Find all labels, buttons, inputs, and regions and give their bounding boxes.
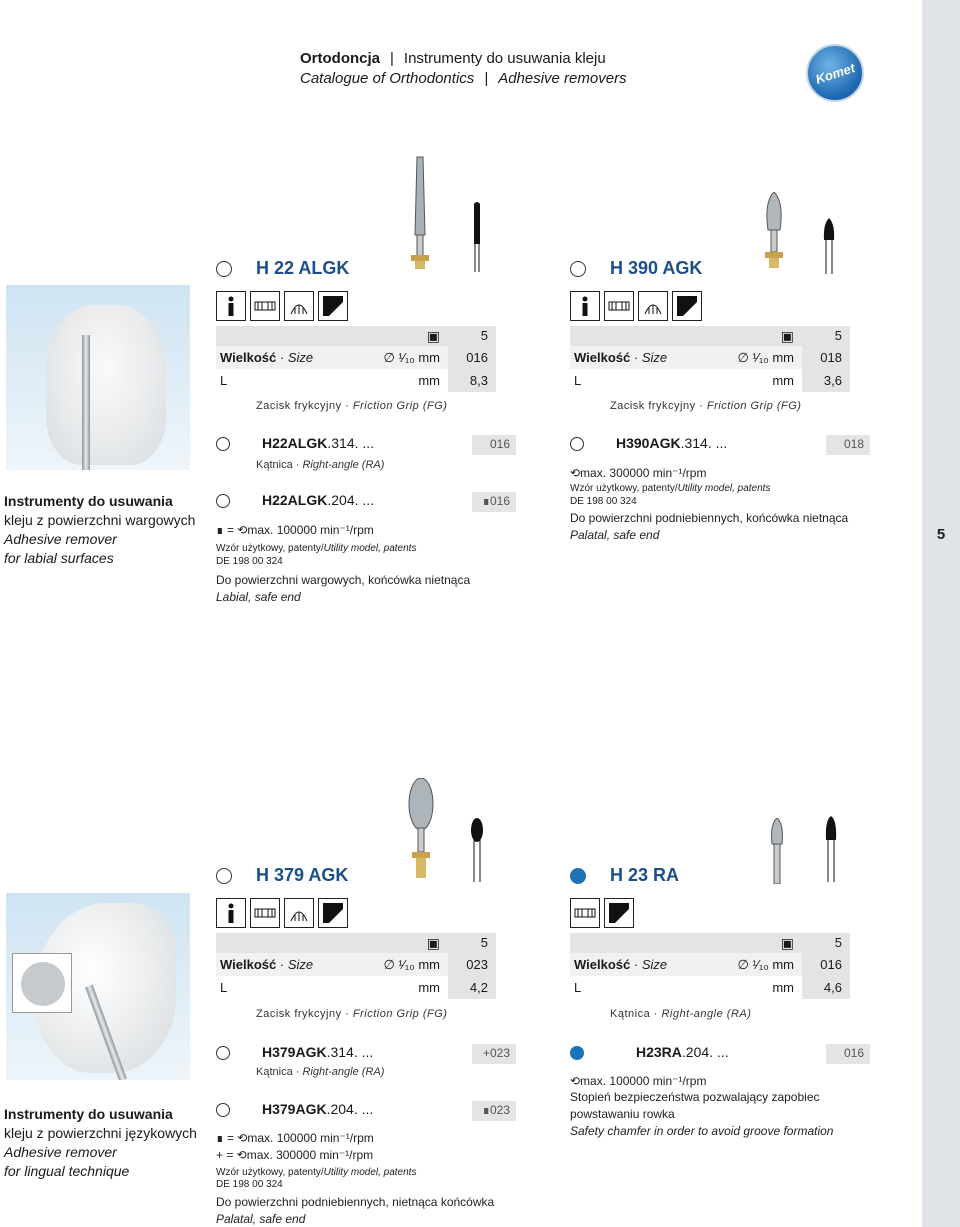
order-code-suffix: .314. ... (327, 435, 375, 451)
rpm-unit: min⁻¹/rpm (320, 523, 374, 537)
order-size: 016 (472, 435, 516, 455)
product-name: H 379 AGK (256, 865, 349, 885)
utility-en: Utility model, patents (677, 483, 771, 494)
description-en: Palatal, safe end (216, 1212, 306, 1226)
length-unit: mm (418, 980, 440, 995)
pack-icon: ▣ (426, 328, 440, 344)
order-code-main: H379AGK (262, 1044, 327, 1060)
shank-type (256, 1008, 447, 1020)
header-subtitle-pl: Instrumenty do usuwania kleju (403, 50, 606, 67)
section-label-labial (4, 492, 195, 568)
order-ref (216, 492, 516, 514)
size-label-pl: Wielkość (220, 957, 277, 972)
size-label-en: Size (641, 957, 668, 972)
order-code-main: H390AGK (616, 435, 681, 451)
section-label-line: kleju z powierzchni wargowych (4, 512, 196, 528)
order-code-suffix: .314. ... (680, 435, 728, 451)
rpm-unit: min⁻¹/rpm (319, 1148, 374, 1162)
order-size: 016 (826, 1044, 870, 1064)
length-row (570, 369, 850, 392)
order-code-suffix: .204. ... (326, 1101, 374, 1117)
utility-pl: Wzór użytkowy, patenty/ (570, 483, 678, 494)
order-ref (216, 435, 516, 457)
rpm-note (570, 1073, 706, 1089)
shank-type (610, 400, 801, 412)
ra-label (256, 459, 384, 471)
utility-en: Utility model, patents (323, 543, 417, 554)
description-pl: Stopień bezpieczeństwa pozwalający zapobiec (570, 1090, 820, 1104)
spec-table (570, 326, 850, 392)
inset-bur-head (21, 962, 65, 1006)
length-value: 4,2 (448, 976, 496, 999)
info-icon (216, 291, 246, 321)
description-pl: Do powierzchni podniebiennych, końcówka nietnąca (570, 511, 849, 525)
size-label-en: Size (641, 350, 668, 365)
bracket-icon (604, 291, 634, 321)
ra-label-en: Right-angle (RA) (302, 459, 385, 471)
order-code (262, 1101, 373, 1117)
icon-row (570, 898, 634, 928)
rpm-note (216, 1130, 374, 1146)
rpm-value: ∎ = ⟲max. 100000 (216, 523, 317, 537)
description-en: Palatal, safe end (570, 528, 660, 542)
section-label-line: Instrumenty do usuwania (4, 493, 173, 509)
length-row (570, 976, 850, 999)
size-label-en: Size (287, 350, 314, 365)
description-en: Safety chamfer in order to avoid groove formation (570, 1124, 834, 1138)
brush-icon (638, 291, 668, 321)
pack-icon: ▣ (426, 935, 440, 951)
rpm-note (216, 522, 374, 538)
icon-row (216, 898, 348, 928)
order-size: ∎023 (472, 1101, 516, 1121)
bracket-icon (250, 291, 280, 321)
utility-pl: Wzór użytkowy, patenty/ (216, 1167, 324, 1178)
rpm-value: ⟲max. 100000 (570, 1074, 650, 1088)
bur-silhouette (470, 200, 484, 270)
size-unit: ∅ ¹⁄₁₀ mm (383, 957, 440, 972)
patent-number: DE 198 00 324 (216, 1179, 283, 1190)
section-label-line: kleju z powierzchni językowych (4, 1125, 197, 1141)
size-label-pl: Wielkość (220, 350, 277, 365)
spec-table (216, 326, 496, 392)
status-circle (570, 261, 586, 277)
bur-illustration (82, 335, 90, 470)
size-label (220, 350, 313, 365)
rpm-unit: min⁻¹/rpm (652, 466, 707, 480)
length-unit: mm (418, 373, 440, 388)
icon-row (216, 291, 348, 321)
order-code (262, 492, 374, 508)
rpm-note (570, 465, 706, 481)
shank-type-pl: Kątnica · (610, 1008, 662, 1020)
order-size: ∎016 (472, 492, 516, 512)
komet-logo (806, 44, 864, 102)
labial-photo (6, 285, 190, 470)
page-header (300, 50, 820, 87)
shank-type-pl: Zacisk frykcyjny · (256, 400, 353, 412)
length-label: L (220, 373, 228, 388)
order-code (636, 1044, 729, 1060)
header-title-pl: Ortodoncja (300, 50, 381, 67)
pack-band (570, 933, 850, 953)
rpm-note (216, 1147, 373, 1163)
tooth-illustration (46, 305, 166, 465)
rpm-value: ⟲max. 300000 (570, 466, 650, 480)
pack-icon: ▣ (780, 935, 794, 951)
product-description (216, 572, 470, 606)
corner-icon (672, 291, 702, 321)
size-label (574, 350, 667, 365)
rpm-value: + = ⟲max. 300000 (216, 1148, 317, 1162)
corner-icon (604, 898, 634, 928)
length-value: 4,6 (802, 976, 850, 999)
rpm-unit: min⁻¹/rpm (320, 1131, 374, 1145)
shank-type (256, 400, 447, 412)
sidebar-tab (922, 0, 960, 1227)
shank-type-en: Right-angle (RA) (661, 1008, 752, 1020)
size-value: 018 (802, 346, 850, 369)
length-label: L (220, 980, 228, 995)
order-code (616, 435, 727, 451)
description-pl: Do powierzchni wargowych, końcówka nietnąca (216, 573, 471, 587)
status-circle (216, 868, 232, 884)
pack-band (216, 933, 496, 953)
size-value: 016 (448, 346, 496, 369)
order-code-suffix: .204. ... (681, 1044, 729, 1060)
product-description (570, 510, 848, 544)
size-row (216, 346, 496, 369)
product-description (570, 1089, 833, 1140)
bur-silhouette (822, 218, 836, 274)
bur-silhouette (470, 818, 484, 882)
pack-icon: ▣ (780, 328, 794, 344)
product-description (216, 1194, 494, 1227)
length-label: L (574, 980, 582, 995)
length-label: L (574, 373, 582, 388)
bur-image-ra (768, 818, 786, 882)
patent-number: DE 198 00 324 (570, 496, 637, 507)
order-ref (570, 1044, 870, 1066)
bracket-icon (250, 898, 280, 928)
size-label-pl: Wielkość (574, 350, 631, 365)
size-row (216, 953, 496, 976)
status-circle (216, 261, 232, 277)
ra-label-pl: Kątnica · (256, 459, 303, 471)
lingual-photo (6, 893, 190, 1080)
order-size: 018 (826, 435, 870, 455)
size-unit: ∅ ¹⁄₁₀ mm (383, 350, 440, 365)
ra-label (256, 1066, 384, 1078)
pack-band (216, 326, 496, 346)
order-size: +023 (472, 1044, 516, 1064)
size-value: 016 (802, 953, 850, 976)
utility-note (570, 482, 770, 495)
icon-row (570, 291, 702, 321)
separator-dot: · (633, 350, 639, 365)
order-code-suffix: .314. ... (326, 1044, 374, 1060)
order-ref (570, 435, 870, 457)
length-row (216, 369, 496, 392)
shank-type-en: Friction Grip (FG) (352, 400, 448, 412)
shank-type-pl: Zacisk frykcyjny · (610, 400, 707, 412)
size-label-pl: Wielkość (574, 957, 631, 972)
shank-type-en: Friction Grip (FG) (352, 1008, 448, 1020)
corner-icon (318, 898, 348, 928)
length-unit: mm (772, 980, 794, 995)
size-label-en: Size (287, 957, 314, 972)
header-separator: | (390, 50, 394, 67)
section-label-line: for labial surfaces (4, 550, 114, 566)
product-name: H 22 ALGK (256, 258, 350, 278)
header-line-2 (300, 70, 820, 87)
separator-dot: · (279, 350, 285, 365)
section-label-line: Adhesive remover (4, 531, 117, 547)
patent-number: DE 198 00 324 (216, 556, 283, 567)
description-pl: powstawaniu rowka (570, 1107, 675, 1121)
utility-note (216, 542, 416, 555)
size-row (570, 953, 850, 976)
rpm-value: ∎ = ⟲max. 100000 (216, 1131, 317, 1145)
spec-table (570, 933, 850, 999)
order-code-main: H23RA (636, 1044, 682, 1060)
order-code-main: H379AGK (262, 1101, 327, 1117)
section-label-line: Adhesive remover (4, 1144, 117, 1160)
utility-en: Utility model, patents (323, 1167, 417, 1178)
order-code-main: H22ALGK (262, 492, 328, 508)
section-label-line: for lingual technique (4, 1163, 130, 1179)
order-code (262, 435, 374, 451)
size-value: 023 (448, 953, 496, 976)
section-label-lingual (4, 1105, 197, 1181)
pack-quantity: 5 (834, 328, 842, 343)
order-code (262, 1044, 373, 1060)
pack-quantity: 5 (480, 935, 488, 950)
header-title-en: Catalogue of Orthodontics (300, 70, 475, 87)
separator-dot: · (279, 957, 285, 972)
description-en: Labial, safe end (216, 590, 301, 604)
length-value: 3,6 (802, 369, 850, 392)
length-unit: mm (772, 373, 794, 388)
brush-icon (284, 898, 314, 928)
size-unit: ∅ ¹⁄₁₀ mm (737, 350, 794, 365)
pack-quantity: 5 (834, 935, 842, 950)
size-label (574, 957, 667, 972)
length-value: 8,3 (448, 369, 496, 392)
shank-type-pl: Zacisk frykcyjny · (256, 1008, 353, 1020)
header-separator-2: | (484, 70, 489, 87)
length-row (216, 976, 496, 999)
logo-text: Komet (813, 59, 857, 87)
header-subtitle-en: Adhesive removers (498, 70, 627, 87)
status-circle-filled (570, 868, 586, 884)
header-line-1 (300, 50, 820, 67)
shank-type-en: Friction Grip (FG) (706, 400, 802, 412)
spec-table (216, 933, 496, 999)
size-unit: ∅ ¹⁄₁₀ mm (737, 957, 794, 972)
shank-type (610, 1008, 751, 1020)
ra-label-pl: Kątnica · (256, 1066, 303, 1078)
bur-image-fg (762, 192, 784, 272)
pack-quantity: 5 (480, 328, 488, 343)
corner-icon (318, 291, 348, 321)
brush-icon (284, 291, 314, 321)
order-ref (216, 1044, 516, 1066)
inset-image (12, 953, 72, 1013)
order-code-main: H22ALGK (262, 435, 328, 451)
tab-number: 5 (936, 526, 946, 543)
pack-band (570, 326, 850, 346)
order-code-suffix: .204. ... (327, 492, 375, 508)
size-row (570, 346, 850, 369)
bracket-icon (570, 898, 600, 928)
order-ref (216, 1101, 516, 1123)
bur-image-fg (405, 155, 425, 270)
info-icon (570, 291, 600, 321)
rpm-unit: min⁻¹/rpm (652, 1074, 707, 1088)
bur-image-fg (407, 778, 433, 882)
utility-pl: Wzór użytkowy, patenty/ (216, 543, 324, 554)
section-label-line: Instrumenty do usuwania (4, 1106, 173, 1122)
bur-silhouette (824, 816, 838, 882)
description-pl: Do powierzchni podniebiennych, nietnąca końcówka (216, 1195, 495, 1209)
size-label (220, 957, 313, 972)
ra-label-en: Right-angle (RA) (302, 1066, 385, 1078)
info-icon (216, 898, 246, 928)
product-name: H 390 AGK (610, 258, 703, 278)
product-name: H 23 RA (610, 865, 680, 885)
separator-dot: · (633, 957, 639, 972)
